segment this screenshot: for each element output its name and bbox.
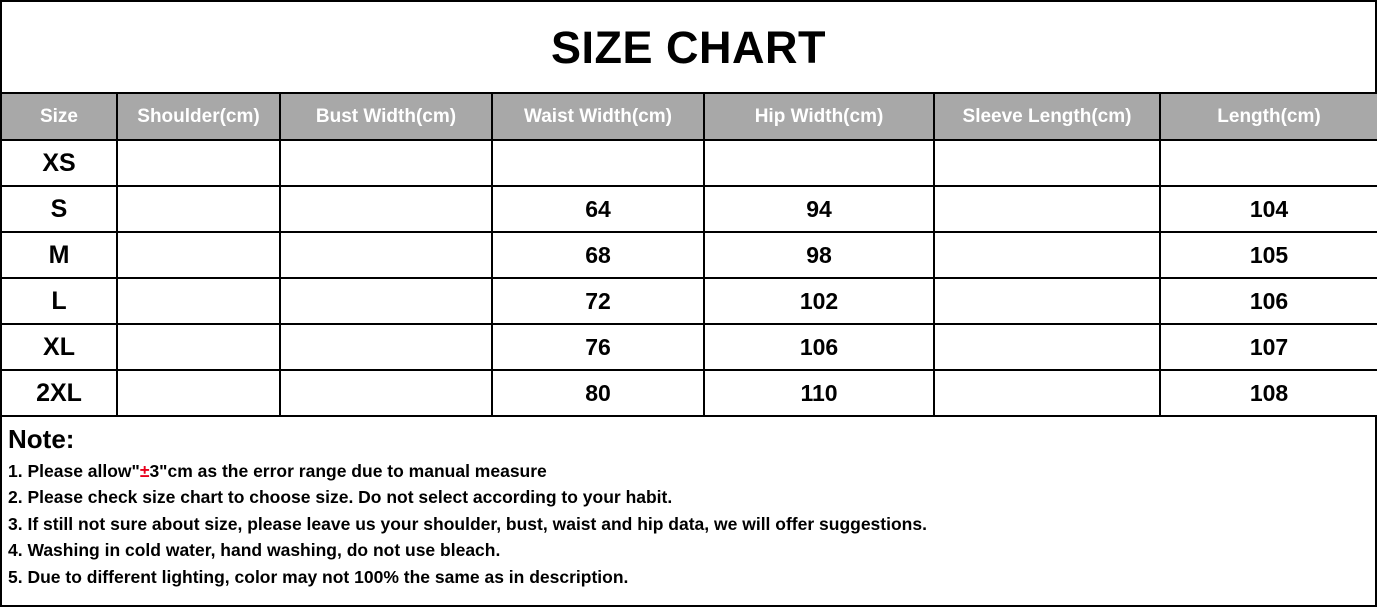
cell-shoulder <box>117 232 280 278</box>
note-line-3: 3. If still not sure about size, please leave us your shoulder, bust, waist and hip data, we will offer suggestions. <box>8 513 927 534</box>
cell-length: 107 <box>1160 324 1377 370</box>
cell-size: L <box>2 278 117 324</box>
cell-waist: 76 <box>492 324 704 370</box>
cell-shoulder <box>117 324 280 370</box>
table-row <box>2 140 1377 186</box>
column-header-length: Length(cm) <box>1160 94 1377 140</box>
table-header-row <box>2 94 1377 140</box>
cell-size: M <box>2 232 117 278</box>
note-heading: Note: <box>8 424 75 454</box>
cell-hip: 110 <box>704 370 934 416</box>
table-row <box>2 278 1377 324</box>
cell-sleeve <box>934 140 1160 186</box>
table-row <box>2 370 1377 416</box>
cell-sleeve <box>934 232 1160 278</box>
cell-waist <box>492 140 704 186</box>
note-line-2: 2. Please check size chart to choose size. Do not select according to your habit. <box>8 487 673 508</box>
cell-sleeve <box>934 324 1160 370</box>
page-title: SIZE CHART <box>551 21 826 73</box>
cell-hip: 94 <box>704 186 934 232</box>
note-line-1-highlight: ± <box>139 460 150 481</box>
cell-shoulder <box>117 140 280 186</box>
column-header-shoulder: Shoulder(cm) <box>117 94 280 140</box>
cell-size: XS <box>2 140 117 186</box>
cell-shoulder <box>117 186 280 232</box>
column-header-sleeve-length: Sleeve Length(cm) <box>934 94 1160 140</box>
cell-size: S <box>2 186 117 232</box>
cell-sleeve <box>934 186 1160 232</box>
cell-waist: 64 <box>492 186 704 232</box>
cell-shoulder <box>117 370 280 416</box>
cell-length: 105 <box>1160 232 1377 278</box>
table-row <box>2 186 1377 232</box>
cell-hip <box>704 140 934 186</box>
column-header-waist-width: Waist Width(cm) <box>492 94 704 140</box>
cell-length: 104 <box>1160 186 1377 232</box>
cell-waist: 72 <box>492 278 704 324</box>
cell-hip: 98 <box>704 232 934 278</box>
note-line-1-suffix: 3"cm as the error range due to manual measure <box>149 460 547 481</box>
cell-bust <box>280 324 492 370</box>
cell-waist: 68 <box>492 232 704 278</box>
size-table <box>2 94 1377 417</box>
note-section <box>2 417 1375 605</box>
cell-size: XL <box>2 324 117 370</box>
cell-bust <box>280 232 492 278</box>
cell-length: 106 <box>1160 278 1377 324</box>
cell-length: 108 <box>1160 370 1377 416</box>
cell-size: 2XL <box>2 370 117 416</box>
cell-bust <box>280 370 492 416</box>
note-line-5: 5. Due to different lighting, color may not 100% the same as in description. <box>8 566 629 587</box>
column-header-bust-width: Bust Width(cm) <box>280 94 492 140</box>
cell-bust <box>280 140 492 186</box>
table-header <box>2 94 1377 140</box>
cell-bust <box>280 278 492 324</box>
table-row <box>2 324 1377 370</box>
note-line-4: 4. Washing in cold water, hand washing, do not use bleach. <box>8 540 501 561</box>
column-header-size: Size <box>2 94 117 140</box>
note-line-1 <box>8 458 1369 485</box>
cell-shoulder <box>117 278 280 324</box>
table-row <box>2 232 1377 278</box>
cell-sleeve <box>934 278 1160 324</box>
cell-length <box>1160 140 1377 186</box>
cell-sleeve <box>934 370 1160 416</box>
cell-hip: 102 <box>704 278 934 324</box>
cell-waist: 80 <box>492 370 704 416</box>
cell-hip: 106 <box>704 324 934 370</box>
column-header-hip-width: Hip Width(cm) <box>704 94 934 140</box>
table-body <box>2 140 1377 416</box>
note-line-1-prefix: 1. Please allow" <box>8 460 140 481</box>
cell-bust <box>280 186 492 232</box>
title-bar <box>2 2 1375 94</box>
